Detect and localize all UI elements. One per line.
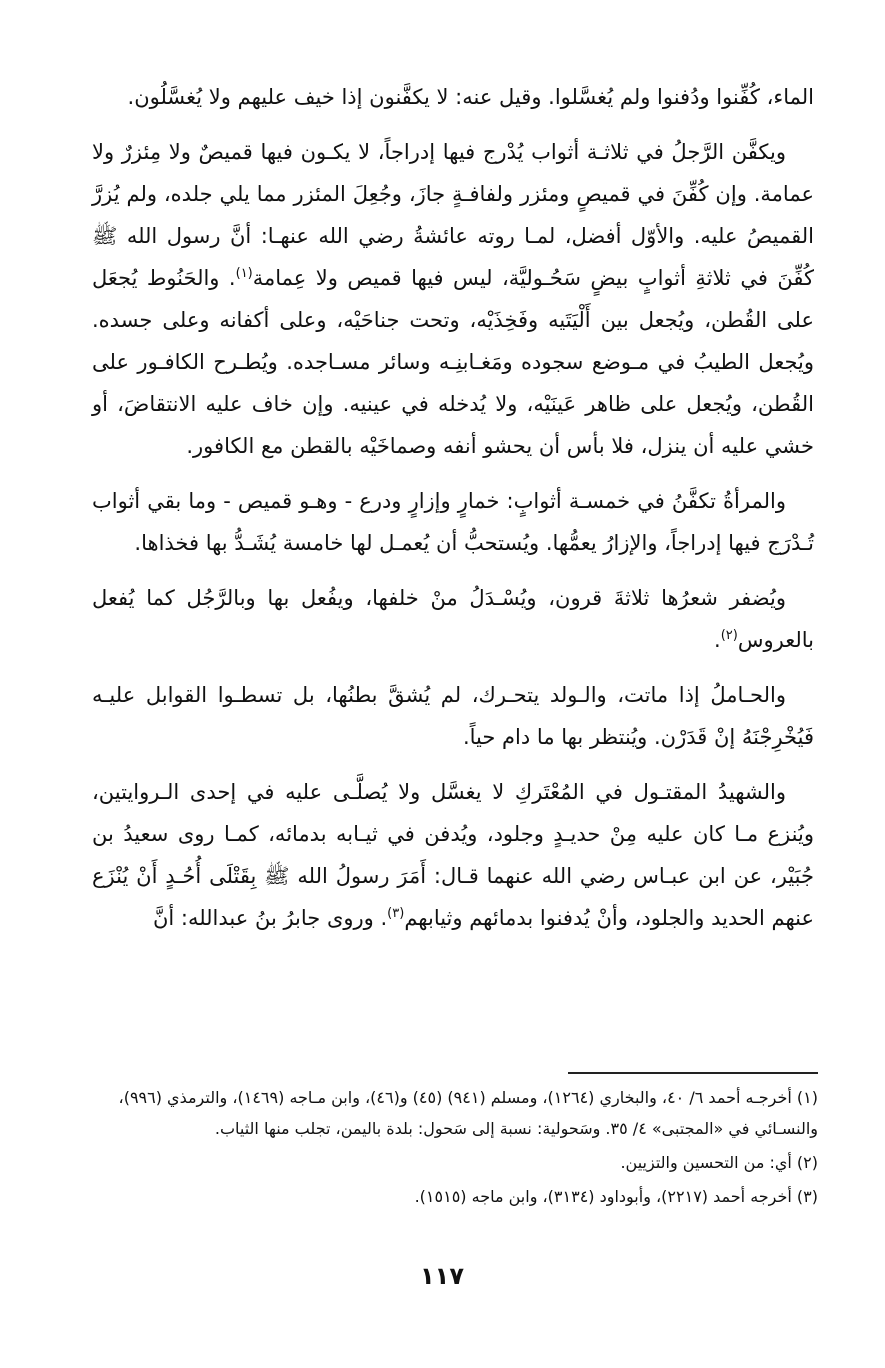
paragraph: والشهيدُ المقتـول في المُعْتَركِ لا يغسَّل ولا يُصلَّـى عليه في إحدى الـروايتين، ويُنزع مـا كان عليه مِنْ حديـدٍ وجلود، ويُدفن في ثيـابه بدمائه، كمـا روى سعيدُ بن جُبَيْر، عن ابن عبـاس رضي الله عنهما قـال: أَمَرَ رسولُ الله ﷺ بِقَتْلَى أُحُـدٍ أَنْ يُنْزَع عنهم الحديد والجلود، وأنْ يُدفنوا بدمائهم وثيابهم$^{(٣)}$. وروى جابرُ بنُ عبدالله: أنَّ [92, 780, 814, 930]
footnote-marker[interactable]: (١) [235, 266, 253, 281]
main-text [92, 76, 814, 952]
footnote-marker[interactable]: (٢) [720, 628, 738, 643]
paragraph: ويكفَّن الرَّجلُ في ثلاثـة أثواب يُدْرج فيها إدراجاً، لا يكـون فيها قميصٌ ولا مِئزرٌ ولا عمامة. وإن كُفِّنَ في قميصٍ ومئزر ولفافـةٍ جازَ، وجُعِلَ المئزر مما يلي جلده، ولم يُزرَّ القميصُ عليه. والأوّل أفضل، لمـا روته عائشةُ رضي الله عنهـا: أنَّ رسول الله ﷺ كُفِّنَ في ثلاثةِ أثوابٍ بيضٍ سَحُـوليَّة، ليس فيها قميص ولا عِمامة$^{(١)}$. والحَنُوط يُجعَل على القُطن، ويُجعل بين أَلْيَتَيه وفَخِذَيْه، وتحت جناحَيْه، وعلى أكفانه وعلى جسده. ويُجعل الطيبُ في مـوضع سجوده ومَغـابنِـه وسائر مسـاجده. ويُطـرح الكافـور على القُطن، ويُجعل على ظاهر عَينَيْه، ولا يُدخله في عينيه. وإن خاف عليه الانتقاضَ، أو خشي عليه أن ينزل، فلا بأس أن يحشو أنفه وصماخَيْه بالقطن مع الكافور. [92, 140, 814, 458]
footnote: (٢) أي: من التحسين والتزيين. [620, 1153, 818, 1172]
paragraph: الماء، كُفِّنوا ودُفنوا ولم يُغسَّلوا. وقيل عنه: لا يكفَّنون إذا خيف عليهم ولا يُغسَّلُون. [127, 85, 814, 109]
footnote-marker[interactable]: (٣) [387, 906, 405, 921]
footnotes [92, 1082, 818, 1215]
footnote-separator [568, 1072, 818, 1074]
page-number: ١١٧ [420, 1262, 464, 1290]
paragraph: ويُضفر شعرُها ثلاثةَ قرون، ويُسْـدَلُ منْ خلفها، ويفُعل بها وبالرَّجُل كما يُفعل بالعروس$^{(٢)}$. [92, 586, 814, 652]
footnote: (٣) أخرجه أحمد (٢٢١٧)، وأبوداود (٣١٣٤)، وابن ماجه (١٥١٥). [414, 1187, 818, 1206]
footnote: (١) أخرجـه أحمد ٦/ ٤٠، والبخاري (١٢٦٤)، ومسلم (٩٤١) (٤٥) و(٤٦)، وابن مـاجه (١٤٦٩)، والترمذي (٩٩٦)، والنسـائي في «المجتبى» ٤/ ٣٥. وسَحولية: نسبة إلى سَحول: بلدة باليمن، تجلب منها الثياب. [118, 1088, 818, 1138]
paragraph: والمرأةُ تكفَّنُ في خمسـة أثوابٍ: خمارٍ وإزارٍ ودرع - وهـو قميص - وما بقي أثواب تُـدْرَج فيها إدراجاً، والإزارُ يعمُّها. ويُستحبُّ أن يُعمـل لها خامسة يُشَـدُّ بها فخذاها. [92, 489, 814, 555]
paragraph: والحـاملُ إذا ماتت، والـولد يتحـرك، لم يُشقَّ بطنُها، بل تسطـوا القوابل عليـه فَيُخْرِجْنَهُ إنْ قَدَرْن. ويُنتظر بها ما دام حياً. [92, 683, 814, 749]
